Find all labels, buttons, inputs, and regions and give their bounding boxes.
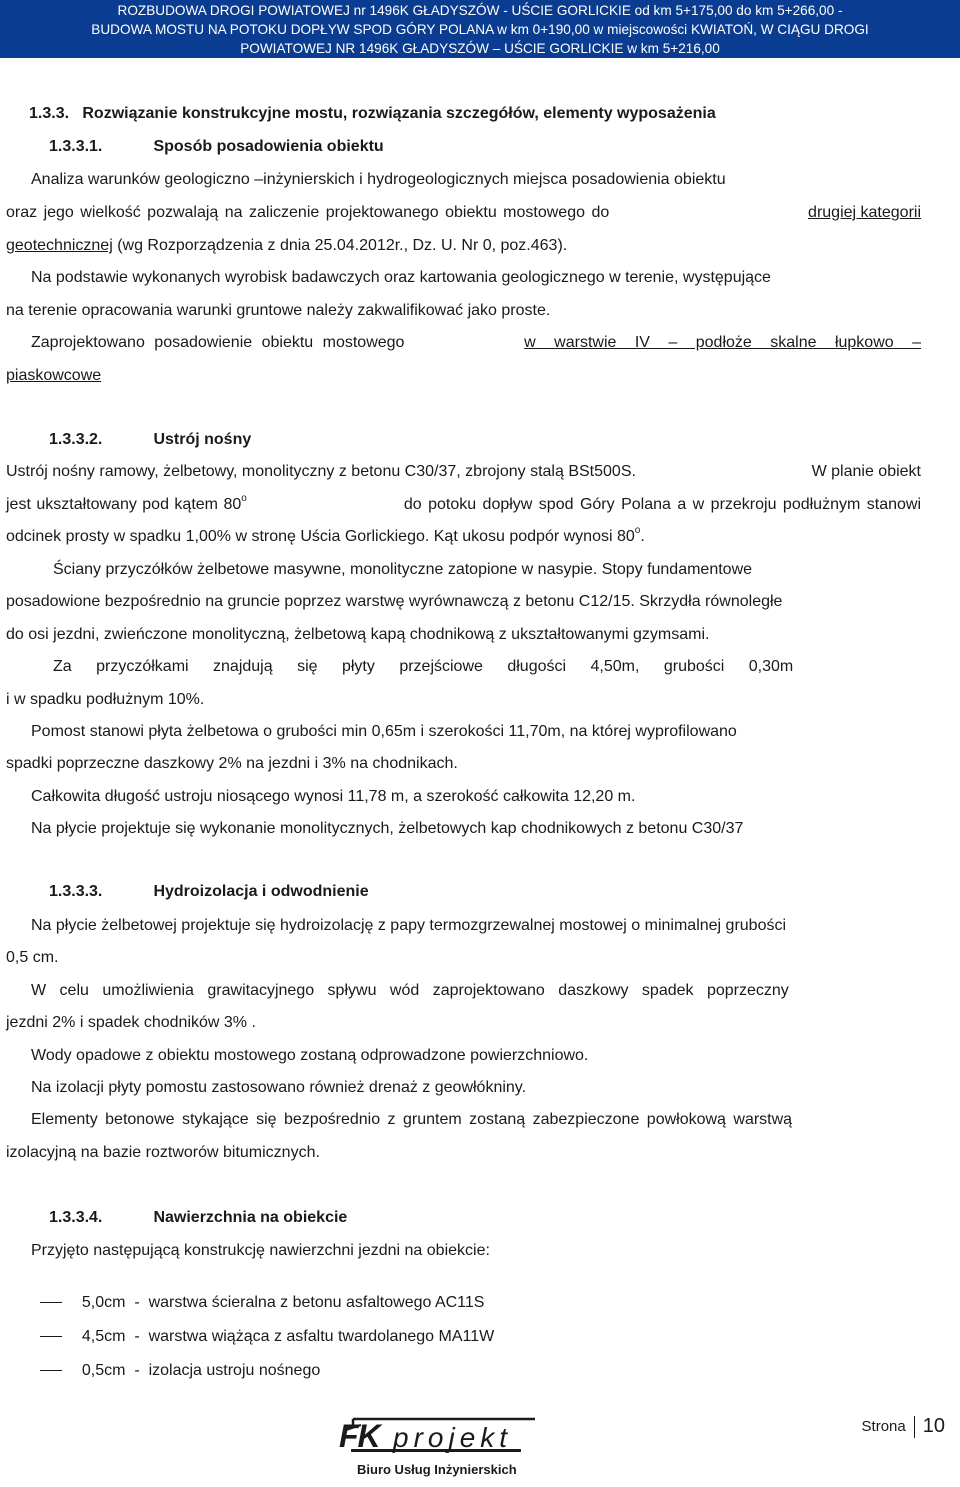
paragraph-line: Za przyczółkami znajdują się płyty przejściowe długości 4,50m, grubości 0,30m [53,658,794,675]
header-line-1: ROZBUDOWA DROGI POWIATOWEJ nr 1496K GŁADYSZÓW - UŚCIE GORLICKIE od km 5+175,00 do km 5+266,00 - [117,3,843,18]
page-number [862,1415,945,1438]
page-label: Strona [861,1418,906,1435]
paragraph-line: Elementy betonowe stykające się bezpośrednio z gruntem zostaną zabezpieczone powłokową warstwą [31,1111,793,1128]
underlined-text: w warstwie IV – podłoże skalne łupkowo – [524,334,921,351]
section-title: Rozwiązanie konstrukcyjne mostu, rozwiązania szczegółów, elementy wyposażenia [82,105,716,122]
section-title: Ustrój nośny [153,431,252,448]
paragraph-line: Na płycie projektuje się wykonanie monolitycznych, żelbetowych kap chodnikowych z betonu C30/37 [31,820,744,837]
paragraph-line: do osi jezdni, zwieńczone monolityczną, żelbetową kapą chodnikową z ukształtowanymi gzymsami. [6,626,710,643]
section-heading-1-3-3-4 [49,1208,347,1228]
section-number: 1.3.3.4. [49,1209,103,1226]
paragraph-line: i w spadku podłużnym 10%. [6,691,205,708]
text-run: oraz jego wielkość pozwalają na zaliczenie projektowanego obiektu mostowego do [6,204,610,221]
section-heading-1-3-3-1 [49,137,384,157]
page-number-value: 10 [922,1415,945,1437]
paragraph-line [6,524,645,547]
section-number: 1.3.3.2. [49,431,103,448]
logo-graphic [335,1411,555,1481]
text-run: odcinek prosty w spadku 1,00% w stronę Uścia Gorlickiego. Kąt ukosu podpór wynosi 80 [6,528,635,545]
section-heading-1-3-3 [29,104,716,124]
section-title: Sposób posadowienia obiektu [153,138,384,155]
text-run: jest ukształtowany pod kątem 80 [6,496,242,513]
underlined-text: piaskowcowe [6,367,102,384]
underlined-text: geotechnicznej [6,237,113,254]
paragraph-line: W celu umożliwienia grawitacyjnego spływu wód zaprojektowano daszkowy spadek poprzeczny [31,982,789,999]
dash-bullet [40,1302,62,1303]
logo-text: FK [339,1418,380,1454]
header-line-3: POWIATOWEJ NR 1496K GŁADYSZÓW – UŚCIE GORLICKIE w km 5+216,00 [240,41,720,56]
paragraph-line: Wody opadowe z obiektu mostowego zostaną odprowadzone powierzchniowo. [31,1047,589,1064]
section-heading-1-3-3-3 [49,882,369,902]
dash-bullet [40,1336,62,1337]
paragraph-line: spadki poprzeczne daszkowy 2% na jezdni i 3% na chodnikach. [6,755,458,772]
text-run: Zaprojektowano posadowienie obiektu mostowego [31,334,405,351]
paragraph-line [6,462,921,482]
paragraph-line: na terenie opracowania warunki gruntowe należy zakwalifikować jako proste. [6,302,551,319]
company-logo [335,1411,555,1481]
document-header [0,0,960,58]
page-separator [914,1416,915,1438]
section-title: Nawierzchnia na obiekcie [153,1209,348,1226]
paragraph-line: 0,5 cm. [6,949,59,966]
list-item-text: 0,5cm - izolacja ustroju nośnego [81,1362,321,1379]
header-line-2: BUDOWA MOSTU NA POTOKU DOPŁYW SPOD GÓRY POLANA w km 0+190,00 w miejscowości KWIATOŃ, W CIĄGU DROGI [91,22,869,37]
logo-subtitle: Biuro Usług Inżynierskich [357,1462,517,1477]
section-number: 1.3.3.3. [49,883,103,900]
paragraph-line: Przyjęto następującą konstrukcję nawierzchni jezdni na obiekcie: [31,1242,490,1259]
section-heading-1-3-3-2 [49,430,251,450]
list-item [31,1341,320,1381]
paragraph-line: Pomost stanowi płyta żelbetowa o grubości min 0,65m i szerokości 11,70m, na której wyprofilowano [31,723,737,740]
paragraph-line: posadowione bezpośrednio na gruncie poprzez warstwę wyrównawczą z betonu C12/15. Skrzydła równoległe [6,593,783,610]
text-run: do potoku dopływ spod Góry Polana a w przekroju podłużnym stanowi [403,496,921,513]
svg-text:projekt: projekt [393,1422,513,1453]
paragraph-line: Na izolacji płyty pomostu zastosowano również drenaż z geowłókniny. [31,1079,527,1096]
paragraph-line: Ściany przyczółków żelbetowe masywne, monolityczne zatopione w nasypie. Stopy fundamentowe [53,561,753,578]
paragraph-line: Całkowita długość ustroju niosącego wynosi 11,78 m, a szerokość całkowita 12,20 m. [31,788,636,805]
text-run: (wg Rozporządzenia z dnia 25.04.2012r., Dz. U. Nr 0, poz.463). [117,237,568,254]
text-run: W planie obiekt [811,463,921,480]
paragraph-line: Na płycie żelbetowej projektuje się hydroizolację z papy termozgrzewalnej mostowej o minimalnej grubości [31,917,787,934]
paragraph-line: izolacyjną na bazie roztworów bitumicznych. [6,1144,320,1161]
paragraph-line: jezdni 2% i spadek chodników 3% . [6,1014,256,1031]
text-run: . [640,528,645,545]
paragraph-line: Analiza warunków geologiczno –inżynierskich i hydrogeologicznych miejsca posadowienia obiektu [31,171,726,188]
underlined-text: drugiej kategorii [808,204,921,221]
degree-superscript: o [634,524,641,536]
list-item-text: 5,0cm - warstwa ścieralna z betonu asfaltowego AC11S [81,1294,485,1311]
section-number: 1.3.3.1. [49,138,103,155]
degree-superscript: o [241,492,247,504]
list-item-text: 4,5cm - warstwa wiążąca z asfaltu twardolanego MA11W [81,1328,495,1345]
paragraph-line [6,236,567,256]
paragraph-line: Na podstawie wykonanych wyrobisk badawczych oraz kartowania geologicznego w terenie, występujące [31,269,771,286]
paragraph-line [6,203,921,223]
section-title: Hydroizolacja i odwodnienie [153,883,369,900]
paragraph-line [6,492,921,515]
paragraph-line [31,333,921,353]
dash-bullet [40,1370,62,1371]
text-run: Ustrój nośny ramowy, żelbetowy, monolityczny z betonu C30/37, zbrojony stalą BSt500S. [6,463,636,480]
section-number: 1.3.3. [29,105,70,122]
